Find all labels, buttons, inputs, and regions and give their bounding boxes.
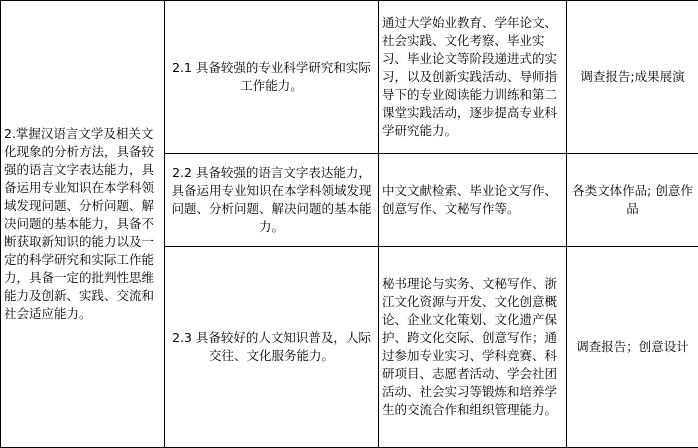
evidence-cell: 调查报告；创意设计: [567, 247, 698, 448]
indicator-cell: 2.2 具备较强的语言文字表达能力，具备运用专业知识在本学科领域发现问题、分析问题、解决问题的基本能力。: [165, 154, 379, 247]
activities-cell: 通过大学始业教育、学年论文、社会实践、文化考察、毕业实习、毕业论文等阶段递进式的实习，以及创新实践活动、导师指导下的专业阅读能力训练和第二课堂实践活动，逐步提高专业科学研究能力。: [379, 1, 567, 154]
activities-cell: 秘书理论与实务、文秘写作、浙江文化资源与开发、文化创意概论、企业文化策划、文化遗产保护、跨文化交际、创意写作；通过参加专业实习、学科竞赛、科研项目、志愿者活动、学会社团活动、社会实习等锻炼和培养学生的交流合作和组织管理能力。: [379, 247, 567, 448]
activities-cell: 中文文献检索、毕业论文写作、创意写作、文秘写作等。: [379, 154, 567, 247]
indicator-cell: 2.1 具备较强的专业科学研究和实际工作能力。: [165, 1, 379, 154]
evidence-cell: 各类文体作品; 创意作品: [567, 154, 698, 247]
indicator-cell: 2.3 具备较好的人文知识普及，人际交往、文化服务能力。: [165, 247, 379, 448]
table-row: [1, 1, 698, 154]
evidence-cell: 调查报告;成果展演: [567, 1, 698, 154]
objective-cell: 2.掌握汉语言文学及相关文化现象的分析方法，具备较强的语言文字表达能力，具备运用专业知识在本学科领域发现问题、分析问题、解决问题的基本能力，具备不断获取新知识的能力以及一定的科学研究和实际工作能力，具备一定的批判性思维能力及创新、实践、交流和社会适应能力。: [1, 1, 165, 448]
